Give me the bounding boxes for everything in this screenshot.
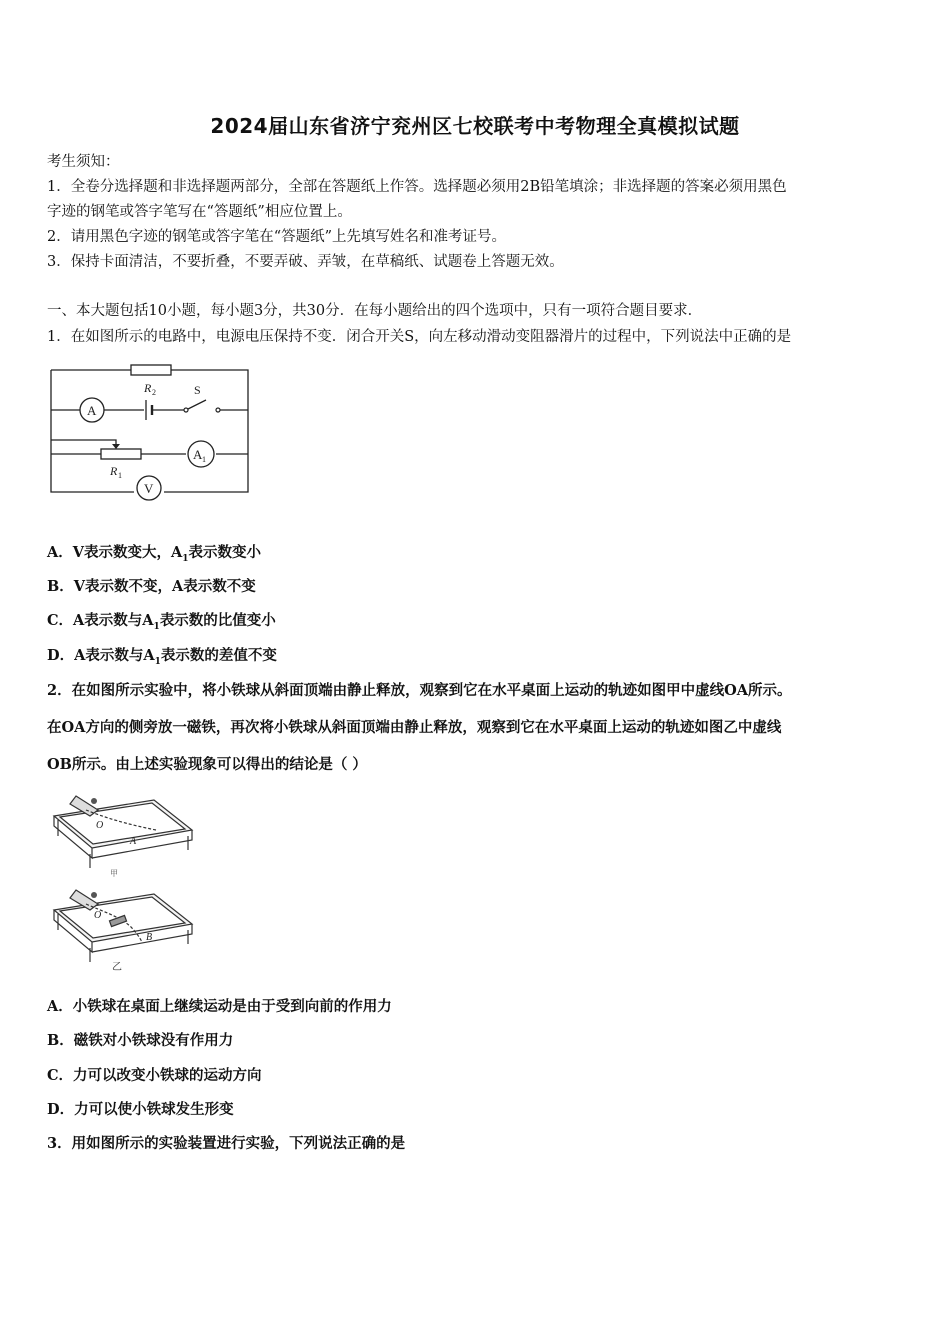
r2-subscript: 2 xyxy=(152,388,156,397)
circuit-diagram xyxy=(46,362,256,502)
r1-label: R xyxy=(110,464,118,478)
label-o: O xyxy=(96,820,104,831)
q2-option-a: A．小铁球在桌面上继续运动是由于受到向前的作用力 xyxy=(47,998,392,1015)
q1-option-a: A．V表示数变大，$A_1$表示数变小 xyxy=(47,544,262,564)
question-2-stem: 2．在如图所示实验中，将小铁球从斜面顶端由静止释放，观察到它在水平桌面上运动的轨迹如图甲中虚线OA所示。 xyxy=(47,682,792,699)
q1-option-c: C．A表示数与$A_1$表示数的比值变小 xyxy=(47,612,276,632)
notice-item: 3．保持卡面清洁，不要折叠，不要弄破、弄皱，在草稿纸、试题卷上答题无效。 xyxy=(47,254,564,270)
iron-ball-icon xyxy=(91,892,97,898)
question-3-stem: 3．用如图所示的实验装置进行实验，下列说法正确的是 xyxy=(47,1135,406,1152)
section-intro: 一、本大题包括10小题，每小题3分，共30分．在每小题给出的四个选项中，只有一项符合题目要求． xyxy=(47,303,703,319)
notice-heading: 考生须知： xyxy=(47,154,120,170)
page-title: 2024届山东省济宁兖州区七校联考中考物理全真模拟试题 xyxy=(210,114,740,138)
q2-option-c: C．力可以改变小铁球的运动方向 xyxy=(47,1067,262,1084)
ammeter-a1-label: A xyxy=(193,447,203,462)
r2-label: R xyxy=(144,381,152,395)
notice-item: 2．请用黑色字迹的钢笔或答字笔在“答题纸”上先填写姓名和准考证号。 xyxy=(47,229,507,245)
label-o: O xyxy=(94,910,102,921)
question-1-stem: 1．在如图所示的电路中，电源电压保持不变．闭合开关S，向左移动滑动变阻器滑片的过程中，下列说法中正确的是 xyxy=(47,329,792,345)
q2-option-b: B．磁铁对小铁球没有作用力 xyxy=(47,1032,234,1049)
question-2-stem: OB所示。由上述实验现象可以得出的结论是（ ） xyxy=(47,756,367,773)
q1-option-b: B．V表示数不变，A表示数不变 xyxy=(47,578,256,595)
label-b: B xyxy=(146,932,153,943)
q1-option-d: D．A表示数与$A_1$表示数的差值不变 xyxy=(47,647,277,667)
ammeter-a1-subscript: 1 xyxy=(202,455,206,464)
q2-option-d: D．力可以使小铁球发生形变 xyxy=(47,1101,234,1118)
ammeter-a-label: A xyxy=(87,403,97,418)
caption-yi: 乙 xyxy=(112,962,122,973)
voltmeter-label: V xyxy=(144,481,154,496)
table-figure-yi xyxy=(46,882,196,974)
question-2-stem: 在OA方向的侧旁放一磁铁，再次将小铁球从斜面顶端由静止释放，观察到它在水平桌面上运动的轨迹如图乙中虚线 xyxy=(47,719,782,736)
slider-arrow-icon xyxy=(112,444,120,449)
table-figure-jia xyxy=(46,788,196,880)
iron-ball-icon xyxy=(91,798,97,804)
caption-jia: 甲 xyxy=(110,869,118,878)
notice-item: 字迹的钢笔或答字笔写在“答题纸”相应位置上。 xyxy=(47,204,352,220)
label-a: A xyxy=(130,836,137,847)
r1-subscript: 1 xyxy=(118,471,122,480)
switch-label: S xyxy=(194,383,201,397)
notice-item: 1．全卷分选择题和非选择题两部分，全部在答题纸上作答。选择题必须用2B铅笔填涂；非选择题的答案必须用黑色 xyxy=(47,179,787,195)
